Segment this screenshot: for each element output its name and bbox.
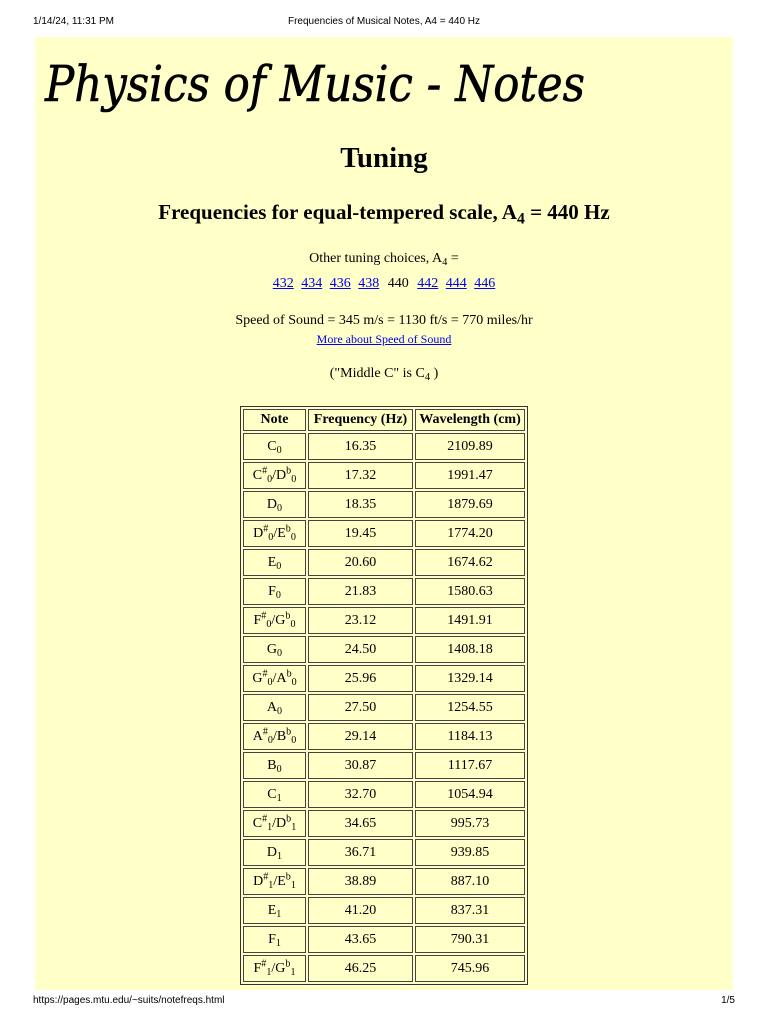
note-accidental: b bbox=[286, 725, 292, 737]
page-subtitle bbox=[35, 200, 733, 228]
frequency-cell: 18.35 bbox=[308, 491, 413, 518]
note-letter: D bbox=[266, 844, 278, 860]
table-row bbox=[243, 955, 525, 982]
tuning-link-446[interactable]: 446 bbox=[474, 276, 496, 291]
note-separator: / bbox=[271, 960, 276, 976]
note-octave: 1 bbox=[291, 821, 297, 833]
note-letter: G bbox=[275, 612, 286, 628]
note-octave: 1 bbox=[276, 908, 282, 920]
note-cell bbox=[243, 839, 306, 866]
header-frequency: Frequency (Hz) bbox=[308, 409, 413, 431]
note-accidental: b bbox=[285, 609, 291, 621]
other-tuning-sub: 4 bbox=[442, 257, 448, 269]
wavelength-cell: 1580.63 bbox=[415, 578, 525, 605]
note-octave: 0 bbox=[267, 734, 273, 746]
frequency-cell: 24.50 bbox=[308, 636, 413, 663]
note-letter: A bbox=[266, 699, 278, 715]
wavelength-cell: 2109.89 bbox=[415, 433, 525, 460]
wavelength-cell: 995.73 bbox=[415, 810, 525, 837]
banner-text: Physics of Music - Notes bbox=[44, 55, 585, 113]
note-letter: G bbox=[252, 670, 263, 686]
table-row bbox=[243, 607, 525, 634]
note-letter: F bbox=[268, 583, 276, 599]
wavelength-cell: 887.10 bbox=[415, 868, 525, 895]
wavelength-cell: 1254.55 bbox=[415, 694, 525, 721]
note-accidental: # bbox=[262, 667, 268, 679]
tuning-link-444[interactable]: 444 bbox=[445, 276, 467, 291]
frequency-cell: 19.45 bbox=[308, 520, 413, 547]
table-row bbox=[243, 781, 525, 808]
note-cell bbox=[243, 723, 306, 750]
note-accidental: # bbox=[262, 812, 268, 824]
note-cell bbox=[243, 578, 306, 605]
note-letter: C bbox=[252, 467, 263, 483]
page-title: Tuning bbox=[340, 142, 428, 174]
banner-logo bbox=[43, 43, 603, 123]
note-cell bbox=[243, 781, 306, 808]
note-letter: B bbox=[267, 757, 277, 773]
note-cell bbox=[243, 926, 306, 953]
note-accidental: b bbox=[285, 957, 291, 969]
note-octave: 1 bbox=[290, 879, 296, 891]
note-octave: 0 bbox=[290, 531, 296, 543]
note-octave: 0 bbox=[277, 647, 283, 659]
wavelength-cell: 939.85 bbox=[415, 839, 525, 866]
tuning-choices bbox=[35, 276, 733, 292]
header-wavelength: Wavelength (cm) bbox=[415, 409, 525, 431]
wavelength-cell: 745.96 bbox=[415, 955, 525, 982]
note-separator: / bbox=[272, 728, 277, 744]
note-letter: D bbox=[253, 873, 264, 889]
speed-of-sound-link-wrap bbox=[35, 332, 733, 347]
print-page-number: 1/5 bbox=[721, 995, 735, 1006]
note-letter: G bbox=[266, 641, 278, 657]
note-letter: A bbox=[252, 728, 263, 744]
page-content bbox=[35, 37, 733, 990]
table-row bbox=[243, 520, 525, 547]
wavelength-cell: 1674.62 bbox=[415, 549, 525, 576]
tuning-link-442[interactable]: 442 bbox=[417, 276, 439, 291]
tuning-link-434[interactable]: 434 bbox=[301, 276, 323, 291]
note-letter: D bbox=[266, 496, 278, 512]
note-cell bbox=[243, 955, 306, 982]
note-octave: 1 bbox=[268, 879, 274, 891]
frequency-table bbox=[240, 406, 528, 985]
note-accidental: b bbox=[286, 667, 292, 679]
table-row bbox=[243, 897, 525, 924]
frequency-cell: 16.35 bbox=[308, 433, 413, 460]
wavelength-cell: 790.31 bbox=[415, 926, 525, 953]
wavelength-cell: 1991.47 bbox=[415, 462, 525, 489]
frequency-cell: 20.60 bbox=[308, 549, 413, 576]
note-octave: 0 bbox=[291, 734, 297, 746]
note-cell bbox=[243, 433, 306, 460]
frequency-cell: 23.12 bbox=[308, 607, 413, 634]
middle-c-note bbox=[35, 366, 733, 382]
note-accidental: b bbox=[285, 870, 291, 882]
note-cell bbox=[243, 665, 306, 692]
wavelength-cell: 1184.13 bbox=[415, 723, 525, 750]
table-body bbox=[243, 433, 525, 982]
print-url: https://pages.mtu.edu/~suits/notefreqs.html bbox=[33, 995, 225, 1006]
subtitle-sub: 4 bbox=[516, 210, 525, 228]
frequency-cell: 36.71 bbox=[308, 839, 413, 866]
note-separator: / bbox=[272, 815, 277, 831]
note-accidental: # bbox=[262, 464, 268, 476]
note-accidental: # bbox=[263, 870, 269, 882]
note-letter: C bbox=[267, 786, 277, 802]
note-letter: B bbox=[276, 728, 287, 744]
note-letter: D bbox=[276, 467, 287, 483]
print-footer bbox=[0, 992, 768, 1012]
print-header bbox=[0, 0, 768, 27]
wavelength-cell: 1117.67 bbox=[415, 752, 525, 779]
frequency-cell: 41.20 bbox=[308, 897, 413, 924]
table-row bbox=[243, 723, 525, 750]
speed-of-sound-link[interactable]: More about Speed of Sound bbox=[316, 332, 452, 346]
note-octave: 0 bbox=[266, 618, 272, 630]
note-octave: 0 bbox=[276, 763, 282, 775]
table-row bbox=[243, 694, 525, 721]
note-letter: G bbox=[275, 960, 286, 976]
wavelength-cell: 1879.69 bbox=[415, 491, 525, 518]
frequency-cell: 21.83 bbox=[308, 578, 413, 605]
note-letter: C bbox=[252, 815, 263, 831]
note-octave: 0 bbox=[267, 676, 273, 688]
wavelength-cell: 1054.94 bbox=[415, 781, 525, 808]
table-header-row bbox=[243, 409, 525, 431]
print-date: 1/14/24, 11:31 PM bbox=[33, 16, 114, 27]
note-accidental: # bbox=[261, 609, 267, 621]
note-cell bbox=[243, 520, 306, 547]
other-tuning-suffix: = bbox=[447, 251, 459, 266]
note-cell bbox=[243, 694, 306, 721]
note-cell bbox=[243, 491, 306, 518]
frequency-cell: 38.89 bbox=[308, 868, 413, 895]
table-row bbox=[243, 578, 525, 605]
frequency-cell: 27.50 bbox=[308, 694, 413, 721]
frequency-cell: 34.65 bbox=[308, 810, 413, 837]
note-separator: / bbox=[272, 467, 277, 483]
note-letter: E bbox=[277, 873, 286, 889]
note-cell bbox=[243, 607, 306, 634]
note-octave: 0 bbox=[276, 444, 282, 456]
note-separator: / bbox=[272, 670, 277, 686]
note-octave: 0 bbox=[291, 676, 297, 688]
speed-of-sound: Speed of Sound = 345 m/s = 1130 ft/s = 770 miles/hr bbox=[235, 313, 533, 328]
frequency-cell: 25.96 bbox=[308, 665, 413, 692]
note-letter: D bbox=[253, 525, 264, 541]
note-separator: / bbox=[271, 612, 276, 628]
note-octave: 0 bbox=[291, 473, 297, 485]
note-letter: F bbox=[253, 612, 262, 628]
table-row bbox=[243, 491, 525, 518]
middle-c-prefix: ("Middle C" is C bbox=[329, 366, 425, 381]
table-row bbox=[243, 752, 525, 779]
note-cell bbox=[243, 868, 306, 895]
table-row bbox=[243, 665, 525, 692]
note-octave: 0 bbox=[277, 705, 283, 717]
note-accidental: # bbox=[263, 522, 269, 534]
table-row bbox=[243, 810, 525, 837]
note-octave: 1 bbox=[267, 821, 273, 833]
note-octave: 0 bbox=[275, 589, 281, 601]
note-accidental: # bbox=[262, 725, 268, 737]
table-row bbox=[243, 839, 525, 866]
table-row bbox=[243, 462, 525, 489]
header-note: Note bbox=[243, 409, 306, 431]
note-cell bbox=[243, 549, 306, 576]
note-accidental: b bbox=[285, 522, 291, 534]
tuning-link-438[interactable]: 438 bbox=[358, 276, 380, 291]
note-accidental: b bbox=[286, 812, 292, 824]
other-tuning-prefix: Other tuning choices, A bbox=[309, 251, 443, 266]
wavelength-cell: 1774.20 bbox=[415, 520, 525, 547]
frequency-cell: 17.32 bbox=[308, 462, 413, 489]
tuning-link-436[interactable]: 436 bbox=[329, 276, 351, 291]
note-separator: / bbox=[273, 873, 278, 889]
note-letter: C bbox=[267, 438, 277, 454]
frequency-cell: 30.87 bbox=[308, 752, 413, 779]
frequency-table-wrap bbox=[240, 406, 528, 985]
table-row bbox=[243, 926, 525, 953]
note-letter: A bbox=[276, 670, 287, 686]
table-row bbox=[243, 868, 525, 895]
tuning-link-432[interactable]: 432 bbox=[272, 276, 294, 291]
note-cell bbox=[243, 897, 306, 924]
note-octave: 0 bbox=[268, 531, 274, 543]
note-letter: F bbox=[268, 931, 276, 947]
note-accidental: # bbox=[261, 957, 267, 969]
wavelength-cell: 837.31 bbox=[415, 897, 525, 924]
middle-c-suffix: ) bbox=[430, 366, 439, 381]
note-cell bbox=[243, 636, 306, 663]
note-cell bbox=[243, 462, 306, 489]
note-octave: 1 bbox=[277, 850, 283, 862]
note-cell bbox=[243, 810, 306, 837]
note-separator: / bbox=[273, 525, 278, 541]
note-letter: F bbox=[253, 960, 262, 976]
note-octave: 1 bbox=[266, 966, 272, 978]
note-octave: 1 bbox=[275, 937, 281, 949]
note-octave: 0 bbox=[277, 502, 283, 514]
frequency-cell: 29.14 bbox=[308, 723, 413, 750]
note-letter: E bbox=[267, 554, 277, 570]
note-accidental: b bbox=[286, 464, 292, 476]
frequency-cell: 46.25 bbox=[308, 955, 413, 982]
table-row bbox=[243, 433, 525, 460]
note-octave: 0 bbox=[290, 618, 296, 630]
tuning-current: 440 bbox=[387, 276, 409, 291]
print-title: Frequencies of Musical Notes, A4 = 440 Hz bbox=[287, 16, 481, 27]
note-octave: 0 bbox=[267, 473, 273, 485]
note-cell bbox=[243, 752, 306, 779]
note-octave: 0 bbox=[276, 560, 282, 572]
subtitle-suffix: = 440 Hz bbox=[524, 200, 610, 224]
note-letter: D bbox=[276, 815, 287, 831]
note-letter: E bbox=[267, 902, 277, 918]
note-octave: 1 bbox=[276, 792, 282, 804]
table-row bbox=[243, 549, 525, 576]
wavelength-cell: 1329.14 bbox=[415, 665, 525, 692]
subtitle-prefix: Frequencies for equal-tempered scale, A bbox=[158, 200, 517, 224]
frequency-cell: 43.65 bbox=[308, 926, 413, 953]
note-octave: 1 bbox=[290, 966, 296, 978]
middle-c-sub: 4 bbox=[424, 372, 431, 384]
table-row bbox=[243, 636, 525, 663]
wavelength-cell: 1408.18 bbox=[415, 636, 525, 663]
note-letter: E bbox=[277, 525, 286, 541]
other-tuning-label bbox=[35, 251, 733, 267]
wavelength-cell: 1491.91 bbox=[415, 607, 525, 634]
frequency-cell: 32.70 bbox=[308, 781, 413, 808]
